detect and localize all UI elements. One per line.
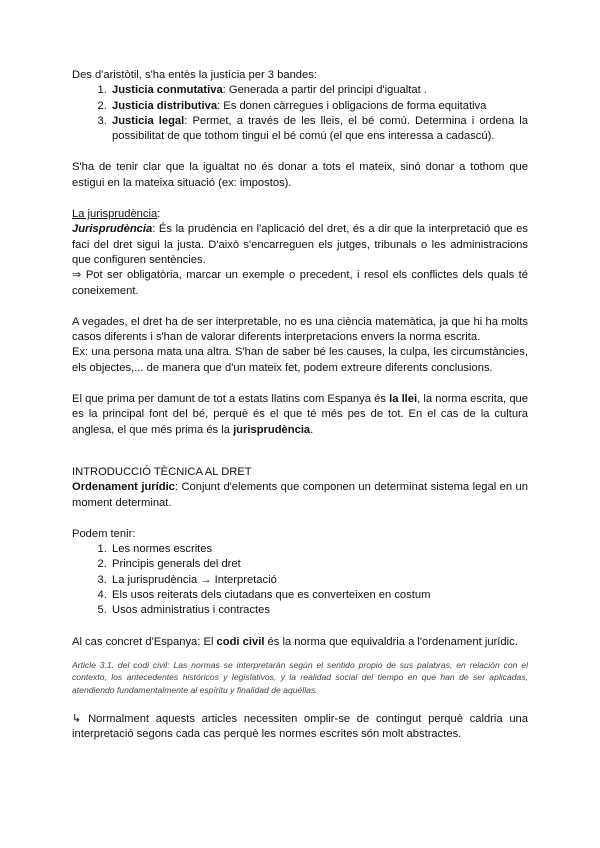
ordenament-definition: Ordenament jurídic: Conjunt d'elements que componen un determinat sistema legal en un moment determinat. <box>72 481 528 509</box>
justice-types-list <box>72 83 528 144</box>
spain-case-text: Al cas concret d'Espanya: El codi civil és la norma que equivaldria a l'ordenament jurídic. <box>72 635 518 648</box>
jurisprudence-definition: Jurisprudència: És la prudència en l'aplicació del dret, és a dir que la interpretació que es faci del dret sigui la justa. D'això s'encarreguen els jutges, tribunals o les administracions que configuren sentències. <box>72 223 528 266</box>
list-item: 5. Usos administratius i contractes <box>110 603 528 618</box>
final-note: ↳ Normalment aquests articles necessiten omplir-se de contingut perquè caldria una interpretació segons cada cas perquè les normes escrites són molt abstractes. <box>72 712 528 741</box>
podem-tenir-text: Podem tenir: <box>72 527 136 540</box>
list-item: 1. Les normes escrites <box>110 542 528 557</box>
jurisprudence-heading: La jurisprudència: <box>72 208 161 221</box>
list-item: 4. Els usos reiterats dels ciutadans que es converteixen en costum <box>110 588 528 603</box>
list-item: 2. Justicia distributiva: Es donen càrregues i obligacions de forma equitativa <box>110 99 528 114</box>
article-quote: Article 3.1. del codi civil: Las normas se interpretarán según el sentido propio de sus palabras, en relación con el contexto, los antecedentes históricos y legislativos, y la realidad social del tiempo en que han de ser aplicadas, atendiendo fundamentalmente al espíritu y finalidad de aquéllas. <box>72 659 528 695</box>
priority-text: El que prima per damunt de tot a estats llatins com Espanya és la llei, la norma escrita, que es la principal font del bé, perquè és el que té més pes de tot. En el cas de la cultura anglesa, el que més prima és la jurisprudència. <box>72 393 528 436</box>
list-item: 3. La jurisprudència → Interpretació <box>110 573 528 588</box>
jurisprudence-arrow-note: ⇒ Pot ser obligatòria, marcar un exemple o precedent, i resol els conflictes dels quals té coneixement. <box>72 269 528 297</box>
interpretation-text: A vegades, el dret ha de ser interpretable, no es una ciència matemàtica, ja que hi ha molts casos diferents i s'han de valorar diferents interpretacions envers la norma escrita. <box>72 315 528 344</box>
list-item: 3. Justicia legal: Permet, a través de les lleis, el bé comú. Determina i ordena la possibilitat de que tothom tingui el bé comú (el que ens interessa a cadascú). <box>110 114 528 145</box>
sources-list <box>72 542 528 618</box>
document-page <box>72 68 528 742</box>
list-item: 2. Principis generals del dret <box>110 557 528 572</box>
section-title: INTRODUCCIÓ TÈCNICA AL DRET <box>72 465 252 478</box>
equality-note: S'ha de tenir clar que la igualtat no és donar a tots el mateix, sinó donar a tothom que estigui en la mateixa situació (ex: impostos). <box>72 161 528 189</box>
intro-text: Des d'aristòtil, s'ha entès la justícia per 3 bandes: <box>72 69 317 81</box>
interpretation-example: Ex: una persona mata una altra. S'han de saber bé les causes, la culpa, les circumstàncies, els objectes,... de manera que d'un mateix fet, podem extreure diferents conclusions. <box>72 346 528 374</box>
list-item: 1. Justicia conmutativa: Generada a partir del principi d'igualtat . <box>110 83 528 98</box>
